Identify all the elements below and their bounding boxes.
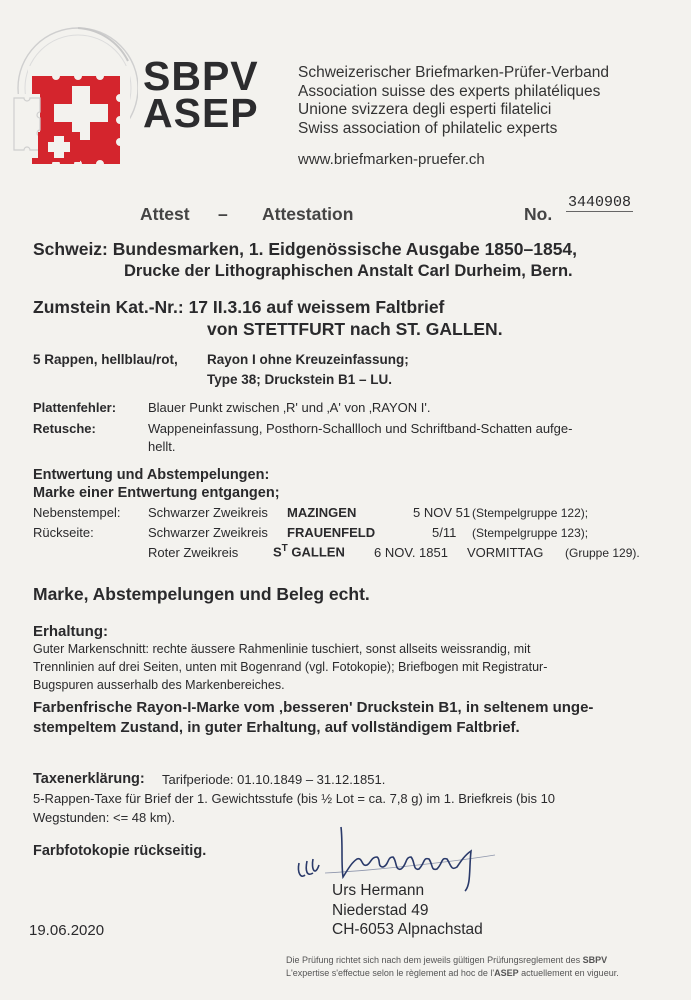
- certificate-number: 3440908: [568, 194, 632, 211]
- footer-de: [286, 955, 607, 965]
- rot-place-t: T: [281, 543, 288, 554]
- rueckseite-place: FRAUENFELD: [287, 525, 376, 540]
- catalog-line-2: von STETTFURT nach ST. GALLEN.: [207, 319, 503, 339]
- nebenstempel-group: (Stempelgruppe 122);: [472, 506, 589, 520]
- footer-de-text: Die Prüfung richtet sich nach dem jeweils gültigen Prüfungsreglement des: [286, 955, 583, 965]
- rot-prefix: Roter Zweikreis: [148, 545, 239, 560]
- footer-de-org: SBPV: [582, 955, 608, 965]
- condition-line-1: Guter Markenschnitt: rechte äussere Rahmenlinie tuschiert, sonst allseits weissrandig, mit: [33, 642, 531, 656]
- assoc-name-de: Schweizerischer Briefmarken-Prüfer-Verband: [298, 64, 609, 81]
- rueckseite-group: (Stempelgruppe 123);: [472, 526, 589, 540]
- nebenstempel-date: 5 NOV 51: [413, 505, 471, 520]
- nebenstempel-label: Nebenstempel:: [33, 505, 121, 520]
- condition-summary-2: stempeltem Zustand, in guter Erhaltung, auf vollständigem Faltbrief.: [33, 719, 520, 736]
- nebenstempel-place: MAZINGEN: [287, 505, 357, 520]
- cancel-heading-1: Entwertung und Abstempelungen:: [33, 467, 270, 483]
- rueckseite-date: 5/11: [432, 525, 457, 540]
- stamp-value: 5 Rappen, hellblau/rot,: [33, 352, 178, 367]
- footer-fr-post: actuellement en vigueur.: [518, 968, 619, 978]
- plattenfehler-value: Blauer Punkt zwischen ‚R' und ‚A' von ‚RAYON I'.: [148, 400, 431, 415]
- condition-summary-1: Farbenfrische Rayon-I-Marke vom ‚besseren' Druckstein B1, in seltenem unge-: [33, 699, 594, 716]
- tax-line-3: Wegstunden: <= 48 km).: [33, 810, 176, 825]
- assoc-name-en: Swiss association of philatelic experts: [298, 120, 558, 137]
- logo-text-asep: ASEP: [143, 90, 259, 136]
- tax-line-2: 5-Rappen-Taxe für Brief der 1. Gewichtsstufe (bis ½ Lot = ca. 7,8 g) im 1. Briefkreis (bis 10: [33, 791, 556, 806]
- condition-line-2: Trennlinien auf drei Seiten, unten mit Bogenrand (vgl. Fotokopie); Briefbogen mit Registratur-: [33, 660, 548, 674]
- issue-date: 19.06.2020: [29, 922, 105, 939]
- rueckseite-label: Rückseite:: [33, 525, 94, 540]
- website: www.briefmarken-pruefer.ch: [298, 151, 485, 168]
- expert-street: Niederstad 49: [332, 902, 429, 919]
- footer-fr-text: L'expertise s'effectue selon le règlement ad hoc de l': [286, 968, 495, 978]
- title-dash: –: [218, 204, 228, 224]
- nebenstempel-prefix: Schwarzer Zweikreis: [148, 505, 268, 520]
- tax-label: Taxenerklärung:: [33, 771, 145, 787]
- rot-time: VORMITTAG: [467, 545, 544, 560]
- footer-fr-org: ASEP: [494, 968, 519, 978]
- logo: [8, 16, 138, 166]
- logo-text-sbpv: SBPV: [143, 53, 259, 99]
- tax-period: Tarifperiode: 01.10.1849 – 31.12.1851.: [162, 772, 386, 787]
- stamp-type: Type 38; Druckstein B1 – LU.: [207, 372, 393, 387]
- rueckseite-prefix: Schwarzer Zweikreis: [148, 525, 268, 540]
- assoc-name-fr: Association suisse des experts philatéliques: [298, 83, 601, 100]
- certificate-number-label: No.: [524, 204, 553, 224]
- rot-group: (Gruppe 129).: [565, 546, 640, 560]
- title-attest: Attest: [140, 204, 190, 224]
- retusche-value-1: Wappeneinfassung, Posthorn-Schallloch und Schriftband-Schatten aufge-: [148, 421, 573, 436]
- retusche-value-2: hellt.: [148, 439, 176, 454]
- condition-line-3: Bugspuren ausserhalb des Markenbereiches.: [33, 678, 285, 692]
- title-attestation: Attestation: [262, 204, 354, 224]
- assoc-name-it: Unione svizzera degli esperti filatelici: [298, 101, 552, 118]
- plattenfehler-label: Plattenfehler:: [33, 400, 117, 415]
- photocopy-note: Farbfotokopie rückseitig.: [33, 843, 207, 859]
- swiss-cross-stamp-icon: [8, 16, 138, 166]
- rot-place: [273, 543, 345, 559]
- catalog-line-1: Zumstein Kat.-Nr.: 17 II.3.16 auf weissem Faltbrief: [33, 297, 445, 317]
- expert-city: CH-6053 Alpnachstad: [332, 921, 483, 938]
- footer-fr: [286, 968, 619, 978]
- rot-date: 6 NOV. 1851: [374, 545, 448, 560]
- condition-heading: Erhaltung:: [33, 623, 108, 640]
- rot-place-gallen: GALLEN: [291, 544, 345, 560]
- stamp-rayon: Rayon I ohne Kreuzeinfassung;: [207, 352, 409, 367]
- rot-place-s: S: [273, 544, 282, 560]
- verdict: Marke, Abstempelungen und Beleg echt.: [33, 584, 370, 604]
- cancel-heading-2: Marke einer Entwertung entgangen;: [33, 485, 280, 501]
- issue-line-1: Schweiz: Bundesmarken, 1. Eidgenössische Ausgabe 1850–1854,: [33, 239, 578, 259]
- retusche-label: Retusche:: [33, 421, 96, 436]
- expert-name: Urs Hermann: [332, 882, 425, 899]
- issue-line-2: Drucke der Lithographischen Anstalt Carl Durheim, Bern.: [124, 262, 573, 280]
